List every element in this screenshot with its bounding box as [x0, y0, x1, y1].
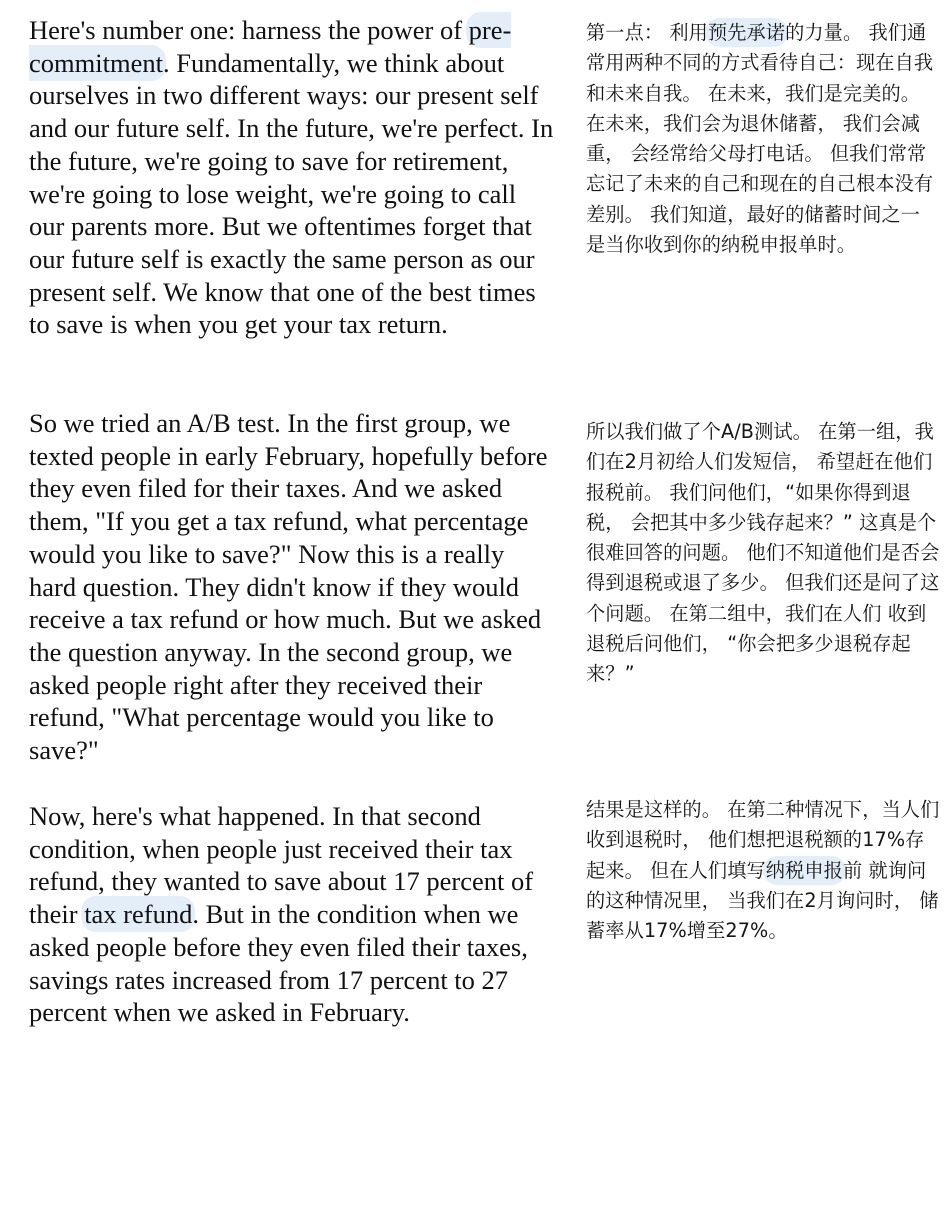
english-paragraph-1	[29, 14, 554, 341]
english-paragraph-3	[29, 800, 554, 1029]
english-paragraph-2: So we tried an A/B test. In the first group, we texted people in early February, hopefully before they even filed for their taxes. And we asked them, "If you get a tax refund, what percentage would you like to save?" Now this is a really hard question. They didn't know if they would receive a tax refund or how much. But we asked the question anyway. In the second group, we asked people right after they received their refund, "What percentage would you like to save?"	[29, 408, 548, 766]
english-p3-text-before: Now, here's what happened. In that second condition, when people just received their tax refund, they wanted to save about 17 percent of their	[29, 801, 534, 930]
english-p1-text-before: Here's number one: harness the power of	[29, 15, 469, 45]
chinese-p3-text-before: 结果是这样的。 在第二种情况下，当人们收到退税时， 他们想把退税额的17%存起来。 但在人们填写	[586, 798, 940, 882]
chinese-p1-text-before: 第一点： 利用	[586, 21, 708, 44]
highlighted-term-precommitment-zh[interactable]: 预先承诺	[707, 21, 786, 44]
chinese-paragraph-2: 所以我们做了个A/B测试。 在第一组，我们在2月初给人们发短信， 希望赶在他们报税前。 我们问他们，“如果你得到退税， 会把其中多少钱存起来？” 这真是个很难回答的问题。 他们不知道他们是否会 得到退税或退了多少。 但我们还是问了这个问题。 在第二组中，我们在人们 收到退税后问他们， “你会把多少退税存起来？”	[586, 420, 940, 686]
highlighted-term-pre-commitment[interactable]: pre-commitment	[29, 15, 512, 78]
chinese-paragraph-1	[586, 18, 942, 260]
highlighted-term-tax-return-zh[interactable]: 纳税申报	[765, 858, 843, 882]
english-p1-text-after: . Fundamentally, we think about ourselves in two different ways: our present self and our future self. In the future, we're perfect. In the future, we're going to save for retirement, we're going to lose weight, we're going to call our parents more. But we oftentimes forget that our future self is exactly the same person as our present self. We know that one of the best times to save is when you get your tax return.	[29, 47, 554, 340]
chinese-p1-text-after: 的力量。 我们通常用两种不同的方式看待自己：现在自我和未来自我。 在未来，我们是完美的。 在未来，我们会为退休储蓄， 我们会减重， 会经常给父母打电话。 但我们常常忘记了未来的自己和现在的自己根本没有差别。 我们知道，最好的储蓄时间之一 是当你收到你的纳税申报单时。	[586, 21, 934, 257]
highlighted-term-tax-refund[interactable]: tax refund	[84, 899, 193, 930]
chinese-paragraph-3	[586, 795, 942, 946]
chinese-p3-text-after: 前 就询问的这种情况里， 当我们在2月询问时， 储蓄率从17%增至27%。	[586, 858, 939, 943]
english-p3-text-after: . But in the condition when we asked people before they even filed their taxes, savings rates increased from 17 percent to 27 percent when we asked in February.	[29, 899, 528, 1028]
